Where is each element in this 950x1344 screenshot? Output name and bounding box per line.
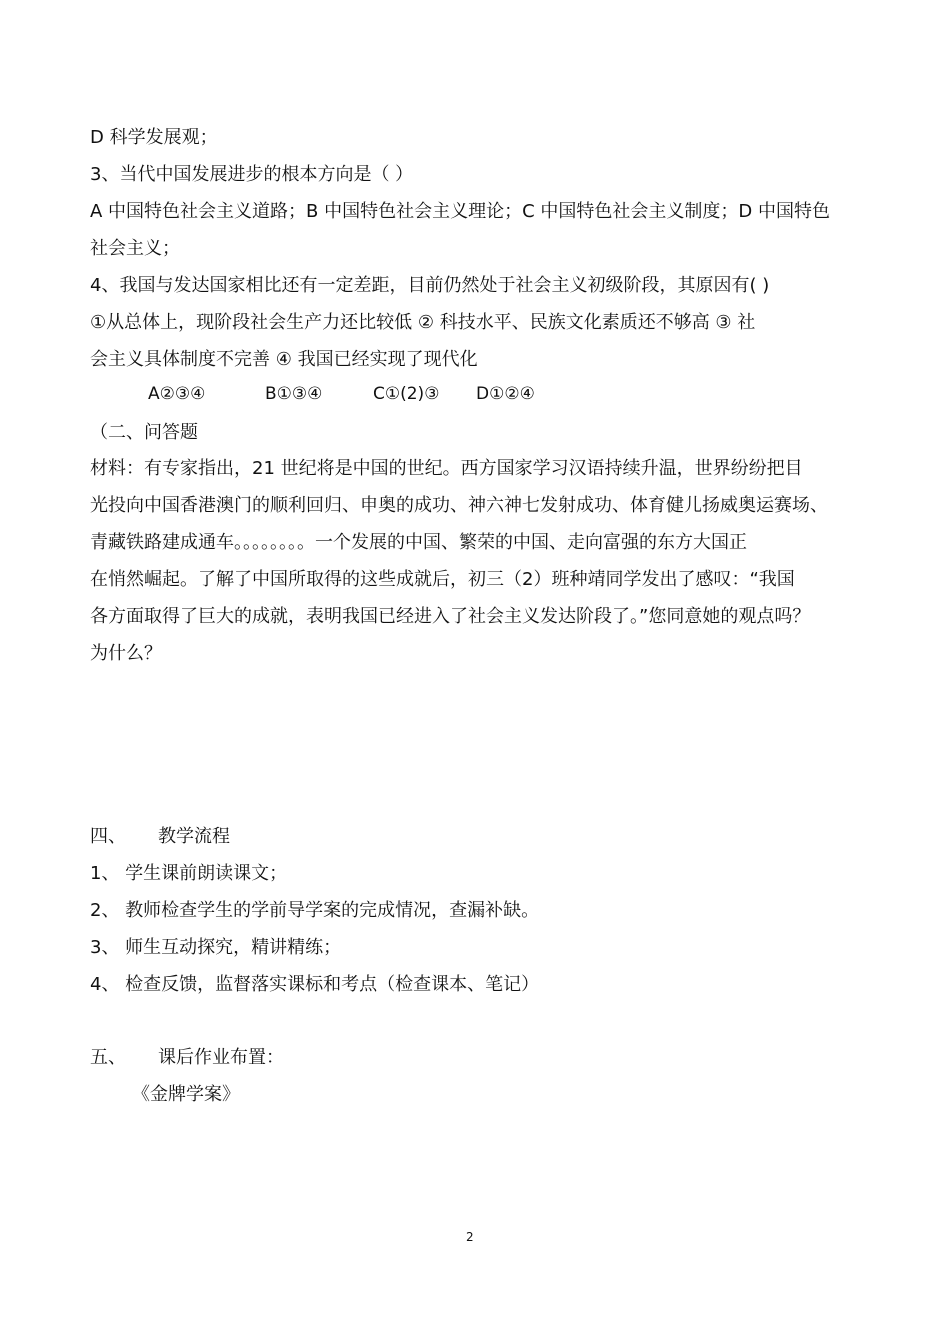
flow-step-1: 1、 学生课前朗读课文； (90, 863, 288, 884)
material-line-2: 光投向中国香港澳门的顺利回归、申奥的成功、神六神七发射成功、体育健儿扬威奥运赛场、 (90, 495, 828, 516)
material-line-6: 为什么？ (90, 643, 162, 664)
flow-step-3: 3、 师生互动探究，精讲精练； (90, 937, 342, 958)
section-5-heading (90, 1046, 284, 1070)
material-line-3: 青藏铁路建成通车。。。。。。。。一个发展的中国、繁荣的中国、走向富强的东方大国正 (90, 532, 747, 553)
question-3-options-line-1: A 中国特色社会主义道路；B 中国特色社会主义理论；C 中国特色社会主义制度；D 中国特色 (90, 201, 830, 222)
section-4-title: 教学流程 (158, 826, 230, 847)
question-4-statements-line-2: 会主义具体制度不完善 ④ 我国已经实现了现代化 (90, 349, 478, 370)
option-d: D①②④ (476, 384, 535, 404)
section-5-title: 课后作业布置： (158, 1047, 284, 1068)
material-line-1: 材料：有专家指出，21 世纪将是中国的世纪。西方国家学习汉语持续升温，世界纷纷把目 (90, 458, 803, 479)
page-number: 2 (466, 1230, 474, 1244)
question-3: 3、当代中国发展进步的根本方向是（ ） (90, 164, 414, 185)
question-4: 4、我国与发达国家相比还有一定差距，目前仍然处于社会主义初级阶段，其原因有( ) (90, 275, 770, 296)
section-5-number: 五、 (90, 1047, 126, 1068)
material-line-5: 各方面取得了巨大的成就，表明我国已经进入了社会主义发达阶段了。”您同意她的观点吗？ (90, 606, 811, 627)
section-qa-heading: （二、问答题 (90, 422, 198, 443)
flow-step-2: 2、 教师检查学生的学前导学案的完成情况，查漏补缺。 (90, 900, 540, 921)
section-4-heading (90, 825, 230, 849)
section-4-number: 四、 (90, 826, 126, 847)
homework-item: 《金牌学案》 (132, 1084, 240, 1105)
option-b: B①③④ (265, 384, 323, 404)
question-3-options-line-2: 社会主义； (90, 238, 180, 259)
option-c: C①(2)③ (373, 384, 440, 404)
option-a: A②③④ (148, 384, 206, 404)
choice-d-line: D 科学发展观； (90, 127, 218, 148)
material-line-4: 在悄然崛起。了解了中国所取得的这些成就后，初三（2）班种靖同学发出了感叹：“我国 (90, 569, 795, 590)
flow-step-4: 4、 检查反馈，监督落实课标和考点（检查课本、笔记） (90, 974, 540, 995)
question-4-statements-line-1: ①从总体上，现阶段社会生产力还比较低 ② 科技水平、民族文化素质还不够高 ③ 社 (90, 312, 756, 333)
